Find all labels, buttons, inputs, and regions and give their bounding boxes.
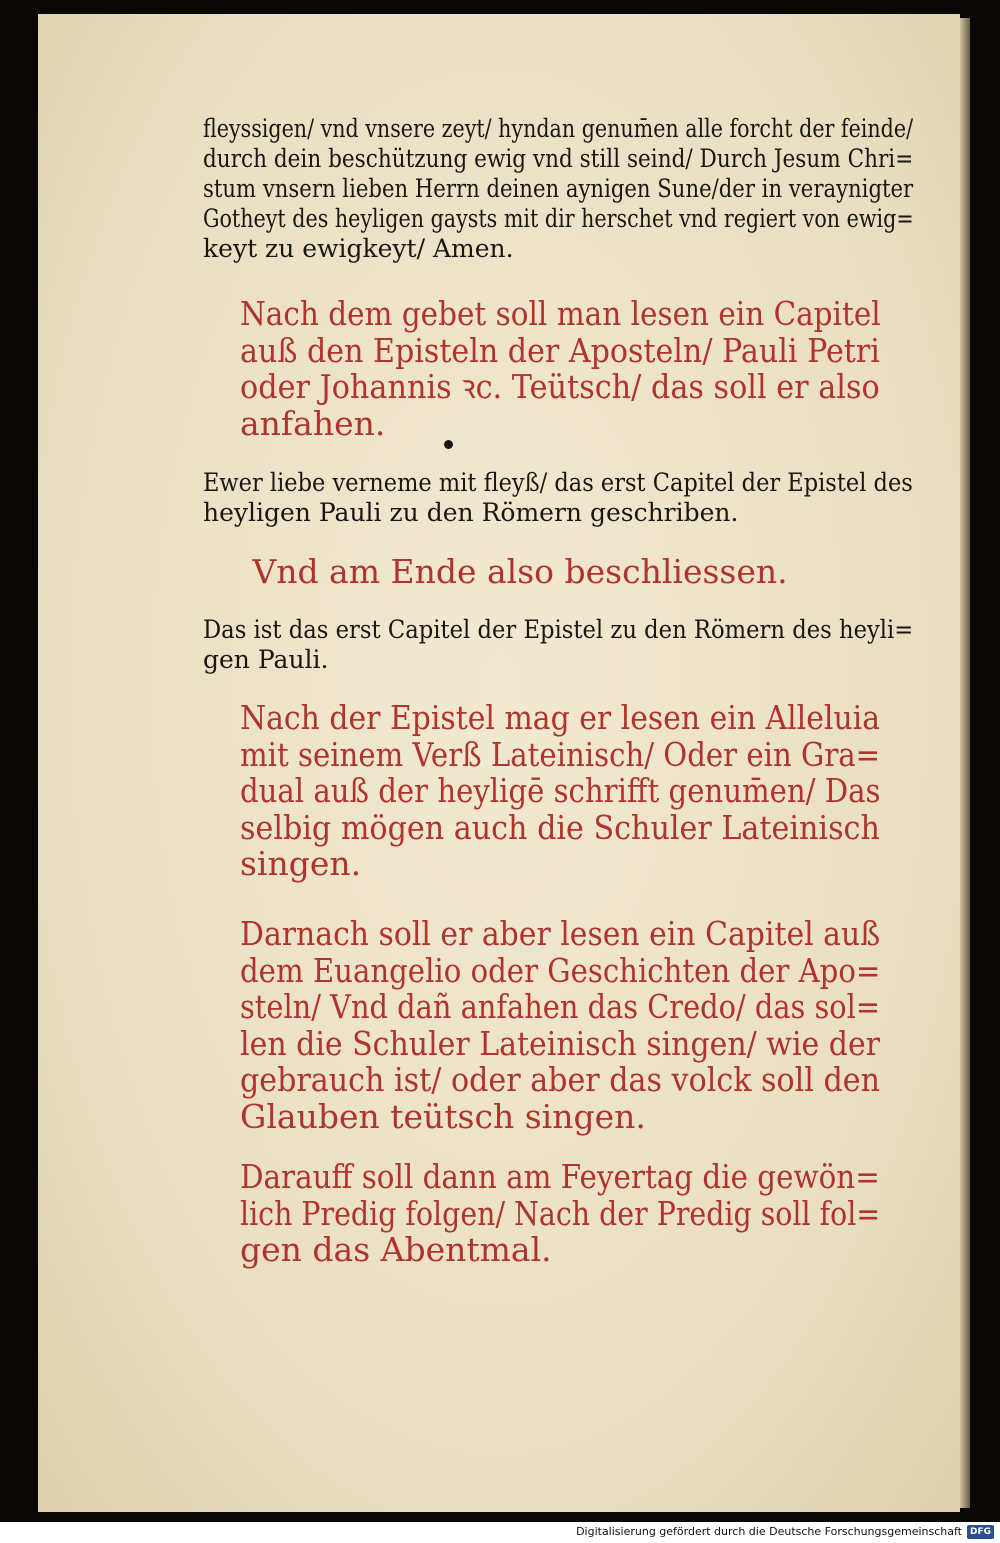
rubric-line: lich Predig folgen/ Nach der Predig soll fol= xyxy=(240,1193,881,1233)
rubric-line: len die Schuler Lateinisch singen/ wie der xyxy=(240,1023,881,1063)
text-line: heyligen Pauli zu den Römern geschriben. xyxy=(203,498,739,527)
rubric-line: Nach der Epistel mag er lesen ein Alleluia xyxy=(240,698,881,737)
rubric-line: gen das Abentmal. xyxy=(240,1230,552,1269)
text-block-prayer-end xyxy=(203,114,913,264)
rubric-gospel-credo xyxy=(240,916,880,1135)
text-line: durch dein beschützung ewig vnd still seind/ Durch Jesum Chri= xyxy=(203,144,914,173)
rubric-line: Darauff soll dann am Feyertag die gewön= xyxy=(240,1157,880,1196)
rubric-line: Glauben teütsch singen. xyxy=(240,1096,646,1136)
text-block-epistle-close xyxy=(203,615,913,675)
rubric-chapter-reading xyxy=(240,296,880,442)
rubric-line: mit seinem Verß Lateinisch/ Oder ein Gra= xyxy=(240,734,881,774)
text-block-epistle-intro xyxy=(203,468,913,528)
rubric-line: singen. xyxy=(240,844,362,883)
dfg-logo-icon: DFG xyxy=(967,1525,994,1539)
rubric-line: Vnd am Ende also beschliessen. xyxy=(252,552,788,591)
rubric-alleluia xyxy=(240,700,880,883)
rubric-line: Nach dem gebet soll man lesen ein Capitel xyxy=(240,294,881,333)
rubric-line: auß den Episteln der Aposteln/ Pauli Petri xyxy=(240,330,880,370)
text-line: Gotheyt des heyligen gaysts mit dir herschet vnd regiert von ewig= xyxy=(203,204,914,233)
rubric-line: dem Euangelio oder Geschichten der Apo= xyxy=(240,950,881,990)
rubric-line: gebrauch ist/ oder aber das volck soll den xyxy=(240,1060,881,1099)
rubric-line: selbig mögen auch die Schuler Lateinisch xyxy=(240,807,880,847)
rubric-line: oder Johannis ꝛc. Teütsch/ das soll er also xyxy=(240,367,880,406)
text-line: Ewer liebe verneme mit fleyß/ das erst Capitel der Epistel des xyxy=(203,468,913,497)
rubric-line: dual auß der heyligē schrifft genum̄en/ Das xyxy=(240,771,881,810)
text-line: keyt zu ewigkeyt/ Amen. xyxy=(203,234,514,263)
page-edge-shadow xyxy=(960,18,970,1508)
text-line: stum vnsern lieben Herrn deinen aynigen Sune/der in veraynigter xyxy=(203,174,914,203)
rubric-line: Darnach soll er aber lesen ein Capitel auß xyxy=(240,914,881,953)
text-line: gen Pauli. xyxy=(203,645,329,674)
rubric-sermon xyxy=(240,1159,880,1269)
rubric-ending xyxy=(240,554,800,590)
rubric-line: anfahen. xyxy=(240,403,386,443)
footer-bar xyxy=(0,1522,1000,1543)
text-line: Das ist das erst Capitel der Epistel zu den Römern des heyli= xyxy=(203,615,914,644)
text-line: fleyssigen/ vnd vnsere zeyt/ hyndan genum̄en alle forcht der feinde/ xyxy=(203,114,914,143)
rubric-line: steln/ Vnd dañ anfahen das Credo/ das sol= xyxy=(240,987,881,1026)
footer-credit: Digitalisierung gefördert durch die Deutsche Forschungsgemeinschaft xyxy=(576,1525,962,1538)
ink-dot xyxy=(444,440,453,449)
